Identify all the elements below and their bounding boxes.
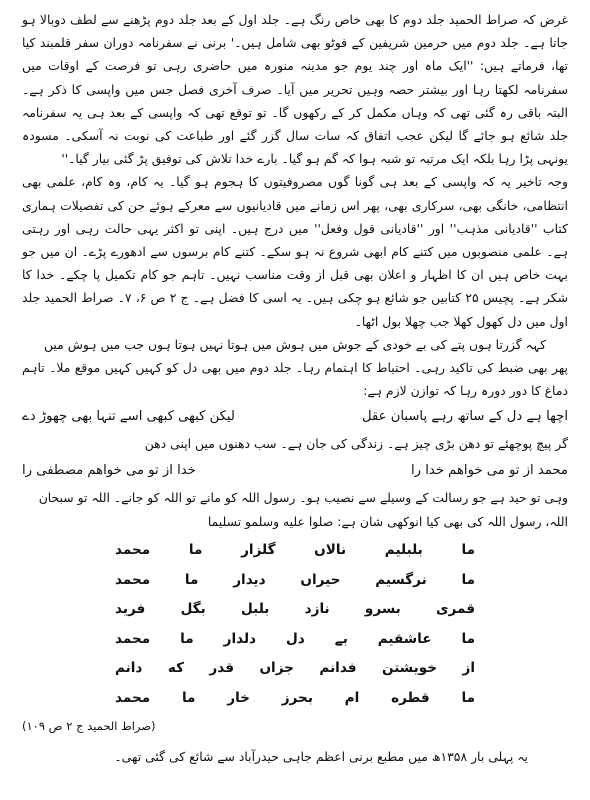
ghazal-line: ما قطره ام بحرز خار ما محمد (115, 689, 475, 706)
paragraph-intro: غرض کہ صراط الحمید جلد دوم کا بھی خاص رنگ ہے۔ جلد اول کے بعد جلد دوم پڑھنے سے لطف دوبالا ہو جاتا ہے۔ جلد دوم میں حرمین شریفین کے فوٹو بھی شامل ہیں۔' برنی نے سفرنامہ دوران سفر قلمبند کیا تھا، فرماتے ہیں: ''ایک ماہ اور چند یوم جو مدینہ منورہ میں حاضری رہی تو فرصت کے اوقات میں سفرنامہ لکھتا رہا اور بیشتر حصہ وہیں تحریر میں آیا۔ صرف آخری فصل جس میں واپسی کا ذکر ہے۔ البتہ باقی رہ گئی تھی کہ وہاں مکمل کر کے رکھوں گا۔ تو توقع تھی کہ واپسی کے بعد ہی یہ سفرنامہ جلد شائع ہو جائے گا لیکن عجب اتفاق کہ سات سال گزر گئے اور طباعت کی نوبت نہ آسکی۔ مسودہ یونہی پڑا رہا بلکہ ایک مرتبہ تو شبہ ہوا کہ گم ہو گیا۔ بارے خدا تلاش کی توفیق پڑ گئی بیار گیا۔'' (22, 12, 568, 167)
verse-couplet-2 (22, 458, 568, 484)
paragraph-restraint: پھر بھی ضبط کی تاکید رہی۔ احتیاط کا اہتمام رہا۔ جلد دوم میں بھی دل کو کہیں کہیں موقع ملا۔ تاہم دماغ کا دور دورہ رہا کہ توازن لازم ہے: (22, 360, 568, 399)
document-page (22, 8, 568, 792)
couplet-line: کہہ گزرتا ہوں پتے کی بے خودی کے جوش میں ہوش میں ہوتا نہیں ہوتا ہوں جب میں ہوش میں (43, 336, 546, 352)
ghazal-line: قمری بسرو نازد بلبل بگل فرید (115, 601, 475, 618)
ghazal-block (22, 536, 568, 713)
verse-couplet-1 (22, 404, 568, 430)
ghazal-line: ما نرگسیم حیراں دیدار ما محمد (115, 571, 475, 588)
tawheed-text: وہی تو حید ہے جو رسالت کے وسیلے سے نصیب ہو۔ رسول اللہ کو مانے تو اللہ کو جانے۔ اللہ تو سبحان اللہ، رسول اللہ کی بھی کیا انوکھی شان ہے: (38, 490, 568, 530)
verse-2-right: محمد از تو می خواهم خدا را (411, 463, 568, 479)
ghazal-line: ما بلبلیم نالاں گلزار ما محمد (115, 542, 475, 559)
verse-2-left: خدا از تو می خواهم مصطفی را (22, 463, 196, 479)
paragraph-tawheed (22, 486, 568, 534)
ghazal-line: ما عاشقیم بے دل دلدار ما محمد (115, 630, 475, 647)
paragraph-delay-reason: وجہ تاخیر یہ کہ واپسی کے بعد ہی گونا گوں مصروفیتوں کا ہجوم ہو گیا۔ یہ کام، وہ کام، علمی بھی انتظامی، خانگی بھی، سرکاری بھی، پھر اس زمانے میں قادیانیوں سے معرکے ہوئے جن کی تفصیلات ہماری کتاب ''قادیانی مذہب'' اور ''قادیانی قول وفعل'' میں درج ہیں۔ اپنی تو اکثر یہی حالت رہی اور رہتی ہے۔ علمی منصوبوں میں کتنے کام ابھی شروع نہ ہو سکے۔ کتنے کام برسوں سے ادھورے پڑے۔ ان میں جو بہت خاص ہیں ان کا اظہار و اعلان بھی قبل از وقت مناسب نہیں۔ تاہم جو کام تکمیل پا چکے۔ خدا کا شکر ہے۔ پچیس ۲۵ کتابیں جو شائع ہو چکی ہیں۔ یہ اسی کا فضل ہے۔ ج ۲ ص ۶، ۷۔ صراط الحمید جلد اول میں دل کھول کھلا جب چھلا بول اٹھا۔ (22, 174, 568, 329)
salutation-text: صلوا علیه وسلمو تسلیما (207, 514, 334, 530)
verse-1-right: اچھا ہے دل کے ساتھ رہے پاسبان عقل (361, 409, 568, 425)
ghazal-line: از خویشتن فدانم جزاں قدر که دانم (115, 660, 475, 677)
paragraph-dhun: گر پیچ پوچھئے تو دھن بڑی چیز ہے۔ زندگی کی جان ہے۔ سب دھنوں میں اپنی دھن (144, 436, 568, 452)
publication-note: یہ پہلی بار ۱۳۵۸ھ میں مطبع برنی اعظم جاہی حیدرآباد سے شائع کی گئی تھی۔ (114, 749, 528, 765)
source-reference: (صراط الحمید ج ۲ ص ۱۰۹) (22, 719, 156, 734)
verse-1-left: لیکن کبھی کبھی اسے تنہا بھی چھوڑ دے (22, 409, 235, 425)
